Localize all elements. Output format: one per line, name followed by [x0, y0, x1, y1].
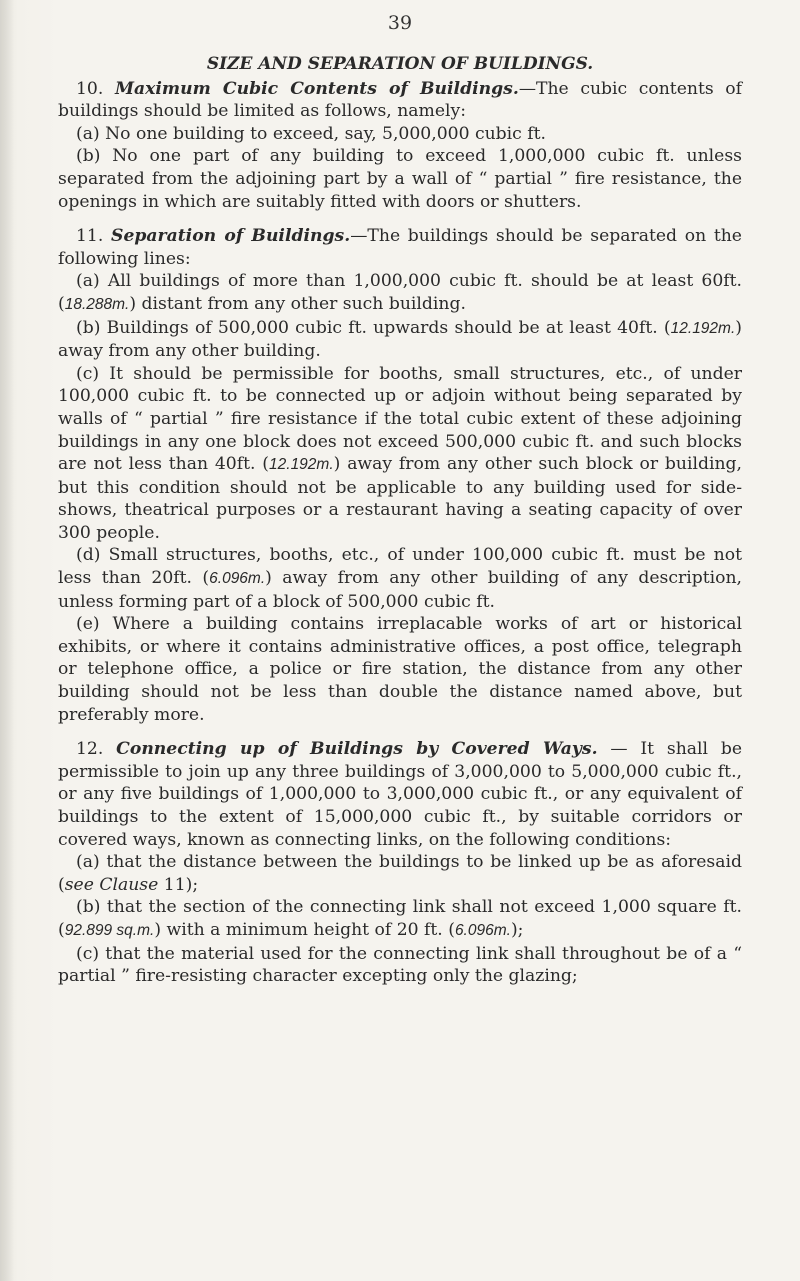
clause-12-b-text-mid: ) with a minimum height of 20 ft. (	[154, 919, 455, 940]
clause-11-b-metric: 12.192m.	[670, 319, 736, 337]
clause-12-intro-text: — It shall be permissible to join up any three buildings of 3,000,000 to 5,000,000 cubic ft., or any five buildings of 1,000,000 to 3,000,000 cubic ft., or any equivalent of buildings to the extent of 15,000,000 cubic ft., by suitable corridors or covered ways, known as connecting links, on the following conditions:	[58, 739, 743, 850]
clause-10-number: 10.	[76, 78, 104, 99]
section-heading: SIZE AND SEPARATION OF BUILDINGS.	[206, 54, 594, 74]
clause-11-d	[58, 544, 742, 613]
clause-12-a	[58, 851, 742, 896]
clause-11-b	[58, 317, 742, 363]
clause-12-title: Connecting up of Buildings by Covered Ways.	[116, 739, 598, 760]
clause-10-intro-text: —The cubic contents of buildings should be limited as follows, namely:	[58, 78, 743, 122]
clause-11-d-text: (d) Small structures, booths, etc., of under 100,000 cubic ft. must be not less than 20ft. (	[58, 545, 742, 589]
clause-11-c-metric: 12.192m.	[269, 456, 334, 474]
clause-11-b-text: (b) Buildings of 500,000 cubic ft. upwards should be at least 40ft. (	[76, 317, 671, 338]
clause-11-d-metric: 6.096m.	[209, 570, 266, 588]
clause-12-a-text-end: );	[185, 874, 199, 895]
clause-12-a-ref-num: 11	[158, 874, 186, 895]
clause-10-a: (a) No one building to exceed, say, 5,000,000 cubic ft.	[76, 123, 546, 144]
page-edge-shadow	[0, 0, 14, 1281]
clause-12-b-text: (b) that the section of the connecting link shall not exceed 1,000 square ft. (	[58, 897, 742, 940]
clause-11-e: (e) Where a building contains irreplacable works of art or historical exhibits, or where it contains administrative offices, a post office, telegraph or telephone office, a police or fire station, the distance from any other building should not be less than double the distance named above, but preferably more.	[58, 614, 742, 725]
clause-11-c-text-end: ) away from any other such block or building, but this condition should not be applicable to any building used for side-shows, theatrical purposes or a restaurant having a seating capacity of over 300 people.	[58, 454, 742, 543]
clause-11-a-text: (a) All buildings of more than 1,000,000 cubic ft. should be at least 60ft. (	[58, 271, 742, 314]
clause-12-number: 12.	[76, 739, 104, 760]
clause-11-a-metric: 18.288m.	[64, 295, 130, 313]
clause-12-a-ref: see Clause	[64, 874, 159, 895]
document-body	[58, 50, 742, 988]
clause-11-intro-text: —The buildings should be separated on the following lines:	[58, 226, 742, 269]
clause-11-a	[58, 270, 742, 316]
clause-12-a-text: (a) that the distance between the buildings to be linked up be as aforesaid (	[58, 852, 742, 895]
clause-11-title: Separation of Buildings.	[111, 226, 351, 247]
clause-11-d-text-end: ) away from any other building of any description, unless forming part of a block of 500,000 cubic ft.	[58, 568, 742, 612]
clause-12-b-metric-area: 92.899 sq.m.	[64, 921, 155, 939]
clause-11-a-text-end: ) distant from any other such building.	[129, 293, 466, 314]
clause-10-b: (b) No one part of any building to exceed 1,000,000 cubic ft. unless separated from the adjoining part by a wall of “ partial ” fire resistance, the openings in which are suitably fitted with doors or shutters.	[58, 146, 742, 212]
clause-11-intro	[58, 225, 742, 270]
clause-11-c	[58, 363, 742, 545]
clause-12-b	[58, 896, 742, 942]
clause-11-number: 11.	[76, 226, 104, 247]
clause-10-intro	[58, 78, 742, 123]
clause-12-b-metric-height: 6.096m.	[454, 921, 511, 939]
page-number: 39	[387, 12, 413, 34]
clause-10-title: Maximum Cubic Contents of Buildings.	[114, 78, 519, 99]
clause-12-b-text-end: );	[510, 919, 524, 940]
clause-11-c-text: (c) It should be permissible for booths, small structures, etc., of under 100,000 cubic ft. to be connected up or adjoin without being separated by walls of “ partial ” fire resistance if the total cubic extent of these adjoining buildings in any one block does not exceed 500,000 cubic ft. and such blocks are not less than 40ft. (	[58, 363, 742, 475]
clause-12-c: (c) that the material used for the connecting link shall throughout be of a “ partial ” fire-resisting character excepting only the glazing;	[58, 943, 742, 987]
clause-12-intro	[58, 738, 742, 851]
clause-11-b-text-end: ) away from any other building.	[58, 317, 742, 362]
